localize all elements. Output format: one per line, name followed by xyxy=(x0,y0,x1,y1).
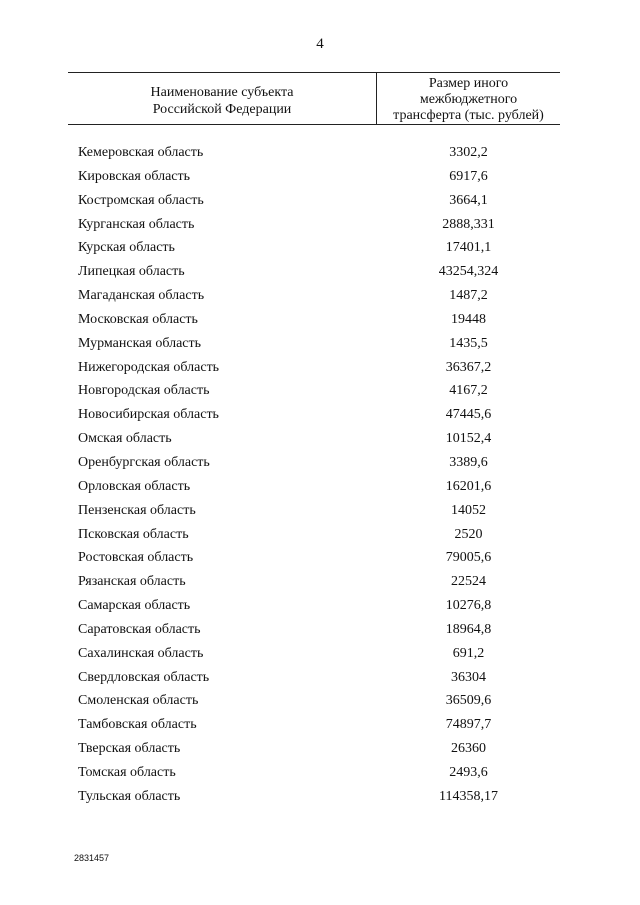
table-row xyxy=(0,689,640,713)
region-name: Костромская область xyxy=(78,192,204,208)
table-row xyxy=(0,189,640,213)
transfer-value: 2888,331 xyxy=(442,216,495,232)
table-row xyxy=(0,308,640,332)
table-row xyxy=(0,451,640,475)
region-name: Оренбургская область xyxy=(78,454,210,470)
transfer-value: 36509,6 xyxy=(445,693,492,709)
table-row xyxy=(0,379,640,403)
region-name: Саратовская область xyxy=(78,621,201,637)
header-amount-line-3: трансферта (тыс. рублей) xyxy=(393,108,544,123)
region-name: Тверская область xyxy=(78,741,181,757)
transfer-value: 10276,8 xyxy=(445,598,492,614)
table-row xyxy=(0,260,640,284)
table-row xyxy=(0,785,640,809)
transfer-value: 2520 xyxy=(454,526,483,542)
table-top-rule xyxy=(68,72,560,73)
table-row xyxy=(0,356,640,380)
transfer-value: 2493,6 xyxy=(449,764,488,780)
region-name: Орловская область xyxy=(78,478,191,494)
transfer-value: 18964,8 xyxy=(445,621,492,637)
transfer-value: 16201,6 xyxy=(445,478,492,494)
region-name: Тульская область xyxy=(78,788,181,804)
table-row xyxy=(0,546,640,570)
transfer-value: 43254,324 xyxy=(438,264,499,280)
transfer-value: 17401,1 xyxy=(445,240,492,256)
region-name: Кемеровская область xyxy=(78,145,204,160)
transfer-value: 36367,2 xyxy=(445,359,492,375)
region-name: Мурманская область xyxy=(78,335,202,351)
region-name: Липецкая область xyxy=(78,264,185,280)
region-name: Смоленская область xyxy=(78,693,199,709)
transfer-value: 3302,2 xyxy=(449,145,488,160)
transfer-value: 74897,7 xyxy=(445,717,492,733)
table-row xyxy=(0,403,640,427)
table-body xyxy=(0,141,640,809)
table-row xyxy=(0,594,640,618)
transfer-value: 10152,4 xyxy=(445,431,492,447)
transfer-value: 47445,6 xyxy=(445,407,492,423)
transfer-value: 6917,6 xyxy=(449,168,488,184)
table-row xyxy=(0,570,640,594)
transfer-value: 1435,5 xyxy=(449,335,488,351)
region-name: Рязанская область xyxy=(78,574,186,590)
region-name: Новосибирская область xyxy=(78,407,219,423)
table-row xyxy=(0,523,640,547)
table-row xyxy=(0,475,640,499)
header-amount-line-1: Размер иного xyxy=(428,76,509,91)
header-subject-line-1: Наименование субъекта xyxy=(150,85,294,100)
transfer-value: 3389,6 xyxy=(449,454,488,470)
table-row xyxy=(0,236,640,260)
table-row xyxy=(0,618,640,642)
region-name: Тамбовская область xyxy=(78,717,197,733)
header-amount-line-2: межбюджетного xyxy=(419,92,518,107)
table-row xyxy=(0,761,640,785)
region-name: Свердловская область xyxy=(78,669,210,685)
region-name: Псковская область xyxy=(78,526,189,542)
region-name: Московская область xyxy=(78,311,198,327)
region-name: Ростовская область xyxy=(78,550,194,566)
region-name: Пензенская область xyxy=(78,502,196,518)
table-row xyxy=(0,499,640,523)
region-name: Курская область xyxy=(78,240,175,256)
transfer-value: 79005,6 xyxy=(445,550,492,566)
region-name: Нижегородская область xyxy=(78,359,220,375)
table-row xyxy=(0,141,640,165)
transfer-value: 36304 xyxy=(451,669,486,685)
transfer-value: 4167,2 xyxy=(449,383,488,399)
transfer-value: 14052 xyxy=(451,502,486,518)
header-subject-name xyxy=(68,84,376,118)
region-name: Самарская область xyxy=(78,598,191,614)
header-transfer-amount xyxy=(377,76,560,124)
table-row xyxy=(0,737,640,761)
table-row xyxy=(0,642,640,666)
table-row xyxy=(0,165,640,189)
transfer-value: 691,2 xyxy=(452,645,485,661)
transfer-value: 3664,1 xyxy=(449,192,488,208)
region-name: Омская область xyxy=(78,431,172,447)
region-name: Магаданская область xyxy=(78,288,205,304)
table-row xyxy=(0,332,640,356)
region-name: Сахалинская область xyxy=(78,645,204,661)
region-name: Курганская область xyxy=(78,216,195,232)
table-row xyxy=(0,713,640,737)
table-row xyxy=(0,427,640,451)
transfer-value: 22524 xyxy=(451,574,486,590)
transfer-value: 114358,17 xyxy=(439,788,498,804)
transfer-value: 19448 xyxy=(451,311,486,327)
region-name: Кировская область xyxy=(78,168,191,184)
table-row xyxy=(0,666,640,690)
transfer-value: 26360 xyxy=(451,741,486,757)
region-name: Новгородская область xyxy=(78,383,210,399)
table-row xyxy=(0,284,640,308)
table-row xyxy=(0,213,640,237)
header-subject-line-2: Российской Федерации xyxy=(152,102,292,117)
table-header-bottom-rule xyxy=(68,124,560,125)
transfer-value: 1487,2 xyxy=(449,288,488,304)
page-number: 4 xyxy=(316,36,324,52)
document-code: 2831457 xyxy=(74,853,110,863)
region-name: Томская область xyxy=(78,764,176,780)
